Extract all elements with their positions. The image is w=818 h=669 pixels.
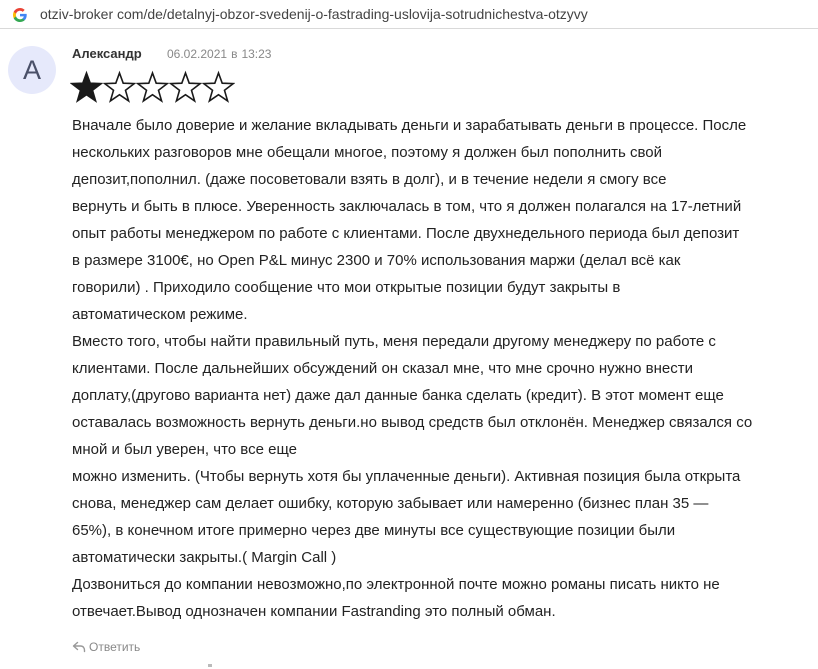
star-empty-icon: [136, 70, 169, 104]
bottom-divider-fragment: [208, 664, 212, 667]
comment-time: 13:23: [241, 47, 272, 61]
reply-label: Ответить: [89, 640, 141, 654]
star-empty-icon: [202, 70, 235, 104]
review-line: депозит,пополнил. (даже посоветовали взять в долг), и в течение недели я смогу все: [72, 171, 667, 188]
review-line: мной и был уверен, что все еще: [72, 441, 297, 458]
review-line: в размере 3100€, но Open P&L минус 2300 и 70% использования маржи (делал всё как: [72, 252, 681, 269]
review-line: можно изменить. (Чтобы вернуть хотя бы уплаченные деньги). Активная позиция была открыта: [72, 468, 741, 485]
review-line: отвечает.Вывод однозначен компании Fastranding это полный обман.: [72, 603, 556, 620]
review-text: [72, 112, 818, 625]
avatar: A: [8, 46, 56, 94]
star-rating: [70, 70, 235, 104]
reply-button[interactable]: [72, 640, 140, 654]
comment-author: Александр: [72, 46, 142, 61]
star-empty-icon: [103, 70, 136, 104]
header-divider: [0, 28, 818, 29]
review-line: снова, менеджер сам делает ошибку, которую забывает или намеренно (бизнес план 35 —: [72, 495, 709, 512]
star-filled-icon: [70, 70, 103, 104]
review-line: опыт работы менеджером по работе с клиентами. После двухнедельного периода был депозит: [72, 225, 740, 242]
review-line: говорили) . Приходило сообщение что мои открытые позиции будут закрыты в: [72, 279, 621, 296]
review-line: Вместо того, чтобы найти правильный путь, меня передали другому менеджеру по работе с: [72, 333, 716, 350]
comment-date-separator: в: [231, 47, 238, 61]
review-line: доплату,(другово варианта нет) даже дал данные банка сделать (кредит). В этот момент еще: [72, 387, 724, 404]
google-g-icon: [12, 7, 28, 23]
review-line: вернуть и быть в плюсе. Уверенность заключалась в том, что я должен полагался на 17-летний: [72, 198, 742, 215]
comment-date: [167, 47, 271, 61]
review-line: Дозвониться до компании невозможно,по электронной почте можно романы писать никто не: [72, 576, 720, 593]
url-text: otziv-broker com/de/detalnyj-obzor-svedenij-o-fastrading-uslovija-sotrudnichestva-otzyvy: [40, 6, 588, 22]
comment-date-value: 06.02.2021: [167, 47, 228, 61]
url-bar[interactable]: [0, 0, 818, 30]
reply-arrow-icon: [72, 641, 86, 653]
review-line: оставалась возможность вернуть деньги.но вывод средств был отклонён. Менеджер связался со: [72, 414, 753, 431]
review-line: автоматически закрыты.( Margin Call ): [72, 549, 337, 566]
star-empty-icon: [169, 70, 202, 104]
review-line: автоматическом режиме.: [72, 306, 248, 323]
review-line: нескольких разговоров мне обещали многое, поэтому я должен был пополнить свой: [72, 144, 662, 161]
review-line: клиентами. После дальнейших обсуждений он сказал мне, что мне срочно нужно внести: [72, 360, 693, 377]
review-line: 65%), в конечном итоге примерно через две минуты все существующие позиции были: [72, 522, 676, 539]
review-line: Вначале было доверие и желание вкладывать деньги и зарабатывать деньги в процессе. После: [72, 117, 747, 134]
